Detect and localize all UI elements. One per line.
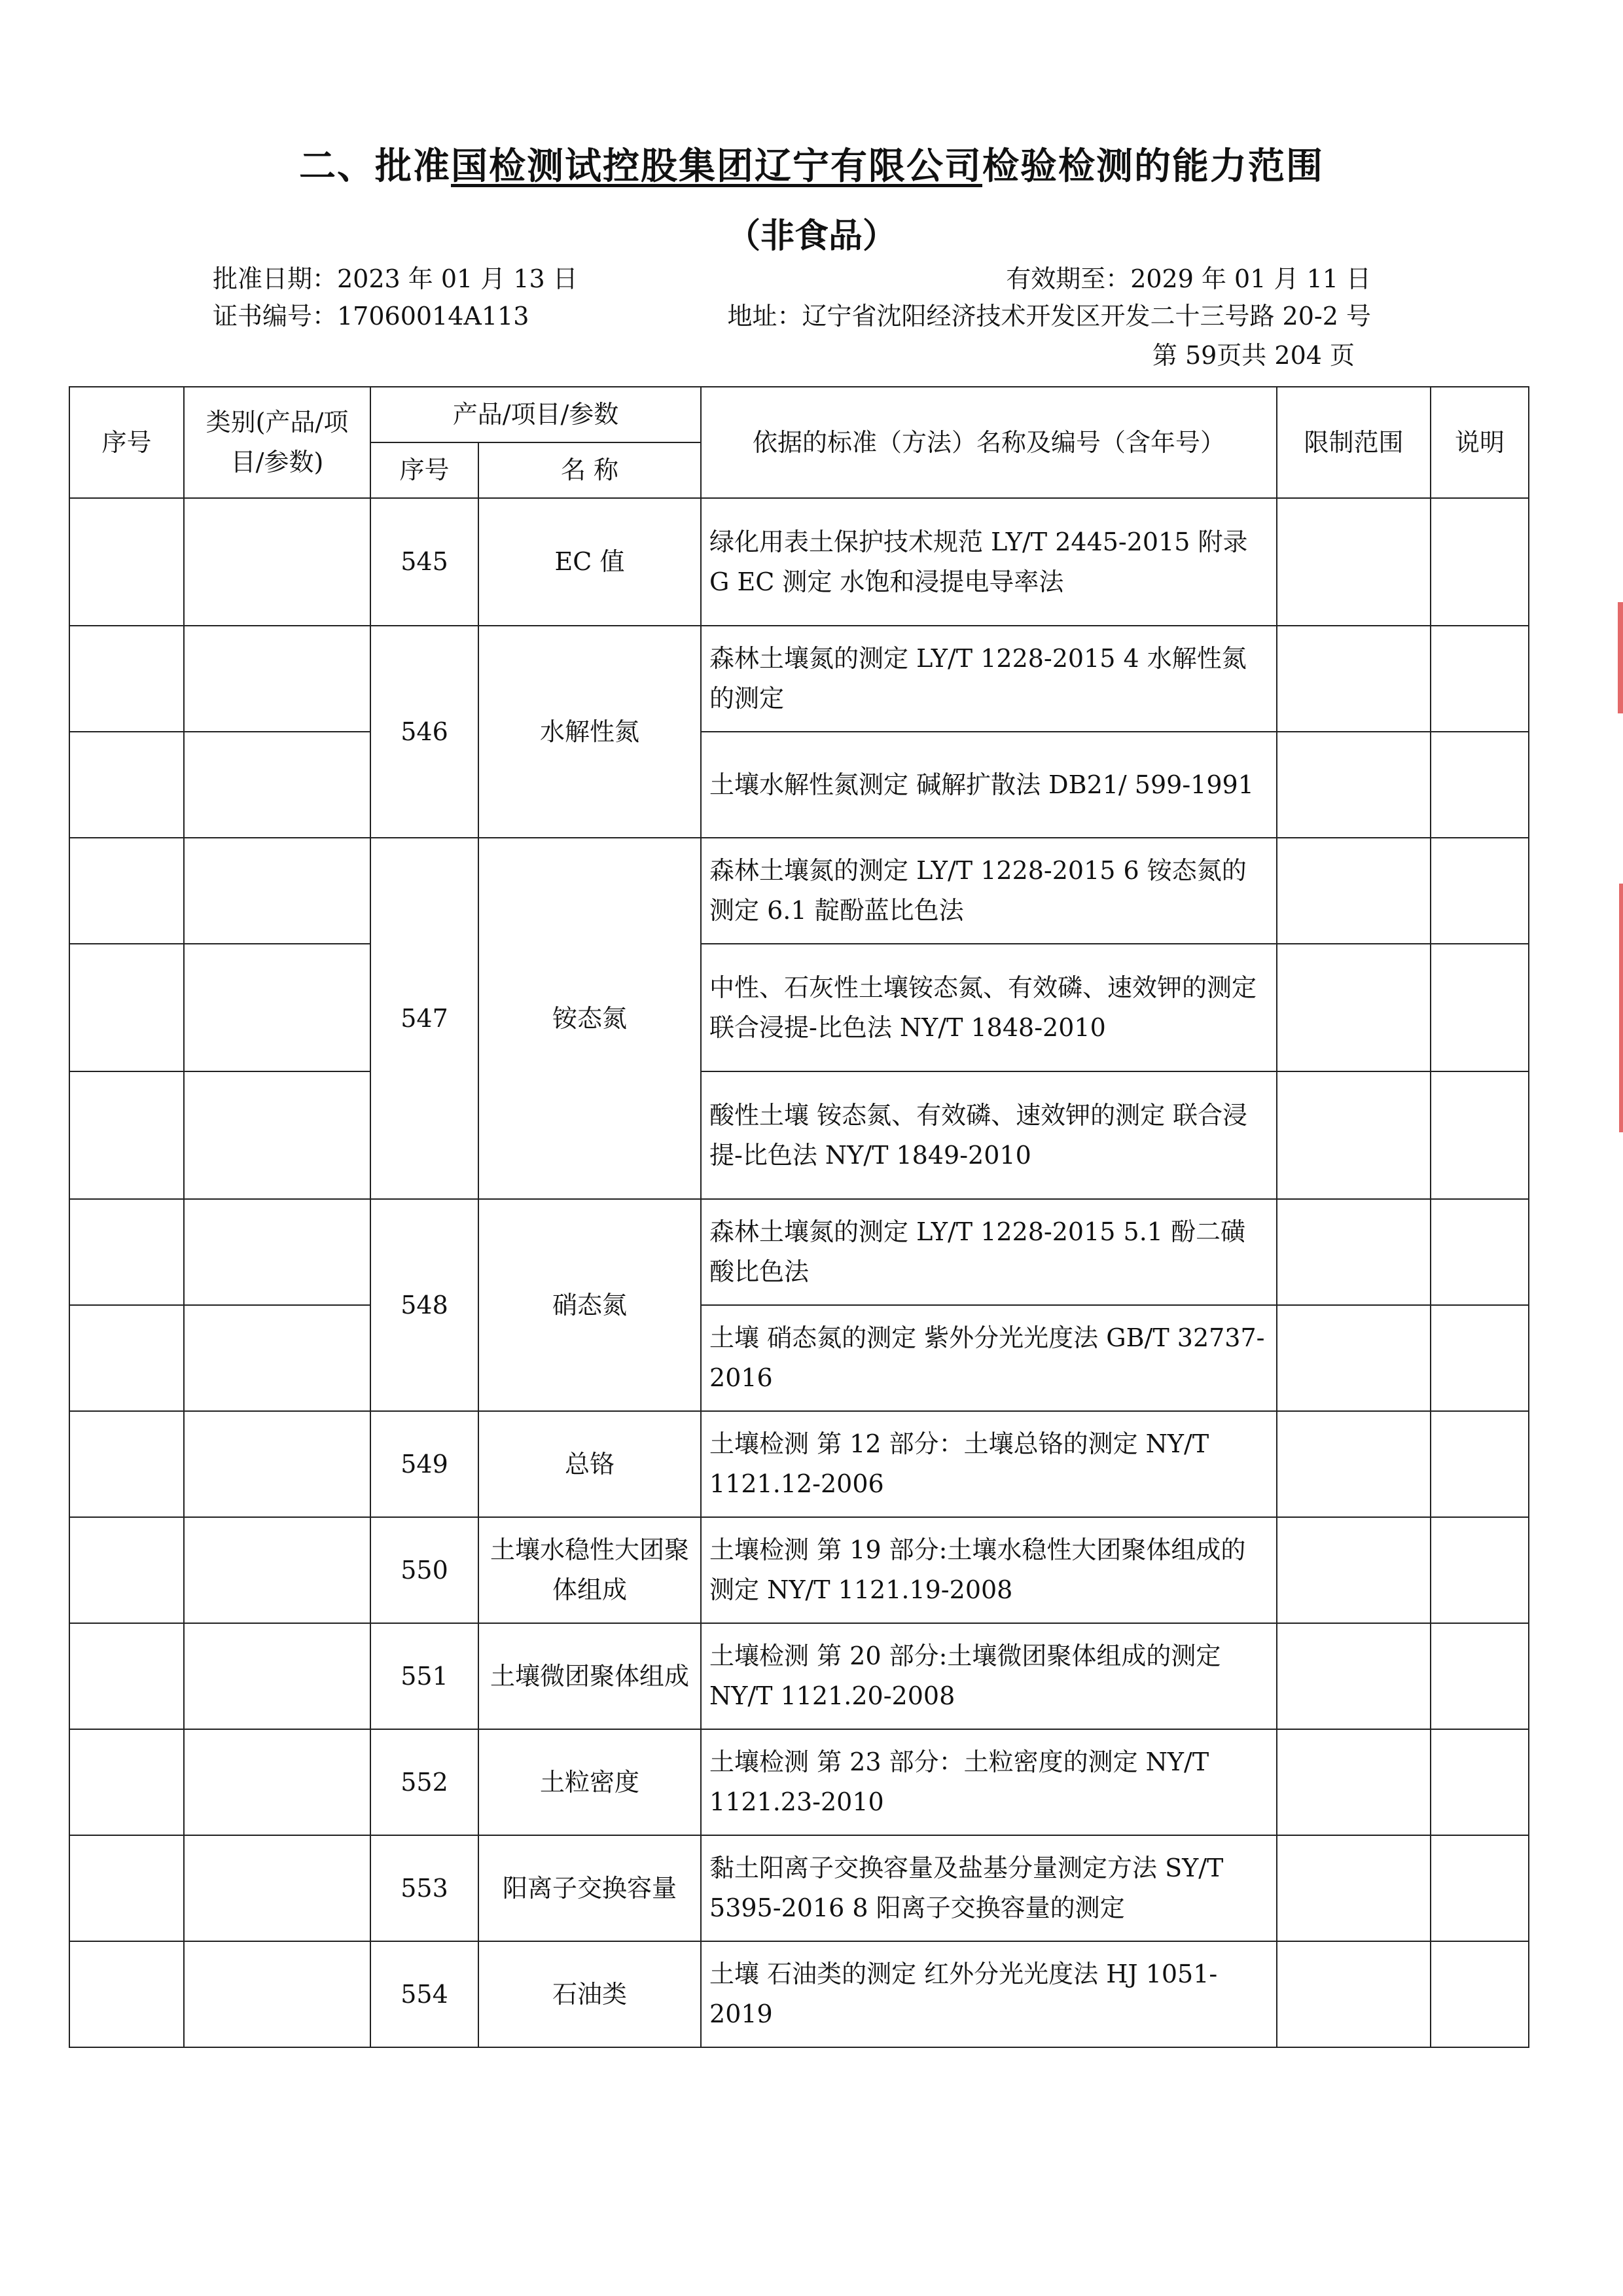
item-number: 546 (370, 626, 478, 838)
item-number: 554 (370, 1941, 478, 2047)
header-note: 说明 (1431, 387, 1529, 498)
item-number: 545 (370, 498, 478, 626)
header-limit: 限制范围 (1277, 387, 1431, 498)
cell-limit (1277, 626, 1431, 732)
approval-date: 批准日期：2023 年 01 月 13 日 (213, 264, 578, 293)
cell-limit (1277, 1517, 1431, 1623)
cell-seq (69, 1517, 184, 1623)
cell-note (1431, 1411, 1529, 1517)
table-row (69, 1199, 1529, 1305)
table-row (69, 1941, 1529, 2047)
table-row (69, 1071, 1529, 1199)
cell-category (184, 1623, 370, 1729)
cell-limit (1277, 498, 1431, 626)
cell-note (1431, 1071, 1529, 1199)
cell-category (184, 1411, 370, 1517)
table-row (69, 626, 1529, 732)
capability-table (69, 386, 1529, 2048)
cell-limit (1277, 944, 1431, 1071)
item-number: 549 (370, 1411, 478, 1517)
header-seq: 序号 (69, 387, 184, 498)
table-row (69, 1835, 1529, 1941)
item-name: 石油类 (478, 1941, 701, 2047)
cell-category (184, 838, 370, 944)
cell-category (184, 944, 370, 1071)
item-number: 550 (370, 1517, 478, 1623)
item-standard: 土壤水解性氮测定 碱解扩散法 DB21/ 599-1991 (701, 732, 1277, 838)
cell-note (1431, 1305, 1529, 1411)
edge-stamp-mark (1618, 602, 1623, 713)
header-standard: 依据的标准（方法）名称及编号（含年号） (701, 387, 1277, 498)
item-standard: 森林土壤氮的测定 LY/T 1228-2015 6 铵态氮的测定 6.1 靛酚蓝比色法 (701, 838, 1277, 944)
header-name: 名 称 (478, 442, 701, 498)
table-row (69, 732, 1529, 838)
cell-seq (69, 1941, 184, 2047)
cell-seq (69, 732, 184, 838)
cell-seq (69, 1305, 184, 1411)
item-standard: 森林土壤氮的测定 LY/T 1228-2015 5.1 酚二磺酸比色法 (701, 1199, 1277, 1305)
cell-note (1431, 626, 1529, 732)
item-standard: 森林土壤氮的测定 LY/T 1228-2015 4 水解性氮的测定 (701, 626, 1277, 732)
cell-limit (1277, 1199, 1431, 1305)
cell-seq (69, 498, 184, 626)
cell-seq (69, 838, 184, 944)
table-row (69, 1517, 1529, 1623)
cell-limit (1277, 1411, 1431, 1517)
cell-category (184, 1835, 370, 1941)
table-row (69, 838, 1529, 944)
cell-seq (69, 944, 184, 1071)
item-standard: 土壤检测 第 20 部分:土壤微团聚体组成的测定 NY/T 1121.20-2008 (701, 1623, 1277, 1729)
cell-category (184, 1199, 370, 1305)
cell-note (1431, 1835, 1529, 1941)
item-name: 硝态氮 (478, 1199, 701, 1411)
valid-until: 有效期至：2029 年 01 月 11 日 (1006, 264, 1371, 293)
cell-note (1431, 498, 1529, 626)
header-category: 类别(产品/项目/参数) (184, 387, 370, 498)
cell-limit (1277, 1071, 1431, 1199)
item-standard: 土壤检测 第 12 部分：土壤总铬的测定 NY/T 1121.12-2006 (701, 1411, 1277, 1517)
table-row (69, 498, 1529, 626)
cell-seq (69, 1729, 184, 1835)
item-number: 553 (370, 1835, 478, 1941)
item-standard: 土壤检测 第 19 部分:土壤水稳性大团聚体组成的测定 NY/T 1121.19-2008 (701, 1517, 1277, 1623)
item-name: 总铬 (478, 1411, 701, 1517)
item-standard: 中性、石灰性土壤铵态氮、有效磷、速效钾的测定 联合浸提-比色法 NY/T 1848-2010 (701, 944, 1277, 1071)
table-row (69, 1623, 1529, 1729)
cell-seq (69, 1835, 184, 1941)
cell-note (1431, 1941, 1529, 2047)
table-row (69, 944, 1529, 1071)
cell-category (184, 732, 370, 838)
item-name: 土粒密度 (478, 1729, 701, 1835)
cell-note (1431, 732, 1529, 838)
item-standard: 土壤 硝态氮的测定 紫外分光光度法 GB/T 32737-2016 (701, 1305, 1277, 1411)
item-name: 铵态氮 (478, 838, 701, 1199)
item-name: 土壤水稳性大团聚体组成 (478, 1517, 701, 1623)
cell-seq (69, 1199, 184, 1305)
cell-limit (1277, 1941, 1431, 2047)
cell-category (184, 626, 370, 732)
cell-limit (1277, 1835, 1431, 1941)
item-number: 552 (370, 1729, 478, 1835)
item-standard: 黏土阳离子交换容量及盐基分量测定方法 SY/T 5395-2016 8 阳离子交换容量的测定 (701, 1835, 1277, 1941)
cell-category (184, 1305, 370, 1411)
cell-seq (69, 1623, 184, 1729)
cell-seq (69, 626, 184, 732)
item-name: 阳离子交换容量 (478, 1835, 701, 1941)
certificate-number: 证书编号：17060014A113 (213, 302, 529, 331)
cell-note (1431, 1623, 1529, 1729)
page-info: 第 59页共 204 页 (1152, 341, 1355, 370)
table-row (69, 1305, 1529, 1411)
cell-note (1431, 1729, 1529, 1835)
table-row (69, 1411, 1529, 1517)
cell-limit (1277, 838, 1431, 944)
item-number: 551 (370, 1623, 478, 1729)
item-name: 水解性氮 (478, 626, 701, 838)
item-standard: 绿化用表土保护技术规范 LY/T 2445-2015 附录 G EC 测定 水饱和浸提电导率法 (701, 498, 1277, 626)
item-standard: 酸性土壤 铵态氮、有效磷、速效钾的测定 联合浸提-比色法 NY/T 1849-2010 (701, 1071, 1277, 1199)
item-number: 547 (370, 838, 478, 1199)
item-number: 548 (370, 1199, 478, 1411)
address: 地址：辽宁省沈阳经济技术开发区开发二十三号路 20-2 号 (727, 302, 1371, 331)
header-sub-seq: 序号 (370, 442, 478, 498)
cell-category (184, 498, 370, 626)
item-standard: 土壤 石油类的测定 红外分光光度法 HJ 1051-2019 (701, 1941, 1277, 2047)
item-name: EC 值 (478, 498, 701, 626)
page-subtitle: （非食品） (726, 217, 897, 256)
cell-seq (69, 1071, 184, 1199)
cell-note (1431, 838, 1529, 944)
cell-limit (1277, 1729, 1431, 1835)
cell-category (184, 1729, 370, 1835)
cell-limit (1277, 1623, 1431, 1729)
page-title: 二、批准国检测试控股集团辽宁有限公司检验检测的能力范围 (299, 145, 1324, 188)
item-name: 土壤微团聚体组成 (478, 1623, 701, 1729)
cell-seq (69, 1411, 184, 1517)
cell-note (1431, 944, 1529, 1071)
cell-note (1431, 1199, 1529, 1305)
cell-category (184, 1071, 370, 1199)
cell-limit (1277, 732, 1431, 838)
cell-category (184, 1517, 370, 1623)
cell-limit (1277, 1305, 1431, 1411)
table-row (69, 1729, 1529, 1835)
edge-stamp-mark (1619, 884, 1623, 1132)
cell-note (1431, 1517, 1529, 1623)
cell-category (184, 1941, 370, 2047)
header-product-group: 产品/项目/参数 (370, 387, 701, 442)
item-standard: 土壤检测 第 23 部分：土粒密度的测定 NY/T 1121.23-2010 (701, 1729, 1277, 1835)
